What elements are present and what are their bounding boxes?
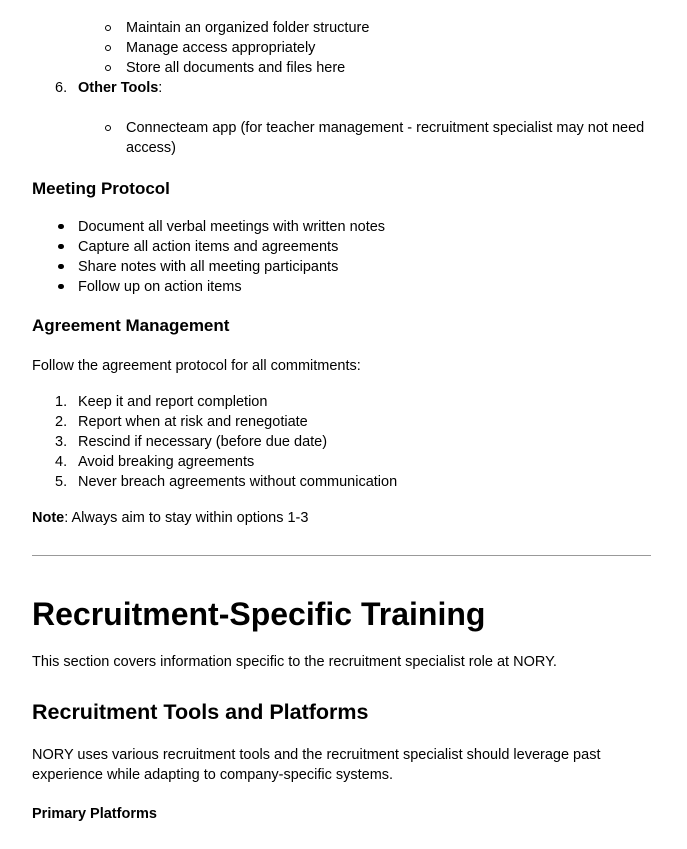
list-item-text: Maintain an organized folder structure — [126, 20, 370, 36]
tools-paragraph: NORY uses various recruitment tools and the recruitment specialist should leverage past experience while adapting to company-specific systems. — [32, 747, 601, 783]
list-item — [32, 412, 651, 432]
disc-bullet-icon — [58, 257, 78, 277]
circle-bullet-icon — [105, 118, 126, 138]
meeting-protocol-heading: Meeting Protocol — [32, 179, 170, 198]
disc-bullet-icon — [58, 217, 78, 237]
list-item — [32, 392, 651, 412]
list-item — [32, 432, 651, 452]
list-item — [32, 257, 651, 277]
list-item-text: Share notes with all meeting participants — [78, 259, 339, 275]
list-item-text: Follow up on action items — [78, 279, 242, 295]
list-item-text: Store all documents and files here — [126, 60, 346, 76]
agreement-steps-list — [32, 392, 651, 492]
list-item — [32, 38, 651, 58]
recruitment-training-title: Recruitment-Specific Training — [32, 596, 486, 632]
label-suffix: : — [158, 80, 163, 96]
list-item — [32, 472, 651, 492]
list-number: 3. — [55, 434, 68, 450]
list-number: 4. — [55, 454, 68, 470]
list-item-text: Avoid breaking agreements — [78, 454, 255, 470]
note-paragraph — [32, 508, 651, 528]
drive-guidelines-list — [32, 18, 651, 78]
numbered-item-other-tools — [32, 78, 651, 98]
list-item-text: Rescind if necessary (before due date) — [78, 434, 328, 450]
list-item-text: Capture all action items and agreements — [78, 239, 339, 255]
section-intro-paragraph: This section covers information specific to the recruitment specialist role at NORY. — [32, 654, 557, 670]
note-label: Note — [32, 510, 65, 526]
list-item — [32, 18, 651, 38]
section-divider — [32, 555, 651, 556]
list-item-text: Never breach agreements without communication — [78, 474, 398, 490]
list-item — [32, 58, 651, 78]
circle-bullet-icon — [105, 38, 126, 58]
list-item — [32, 277, 651, 297]
list-number: 6. — [55, 80, 68, 96]
agreement-intro-paragraph: Follow the agreement protocol for all commitments: — [32, 358, 361, 374]
list-item — [32, 217, 651, 237]
list-item-text: Keep it and report completion — [78, 394, 268, 410]
list-item-text: Manage access appropriately — [126, 40, 316, 56]
list-number: 5. — [55, 474, 68, 490]
other-tools-sub-list — [32, 118, 651, 158]
circle-bullet-icon — [105, 58, 126, 78]
circle-bullet-icon — [105, 18, 126, 38]
agreement-management-heading: Agreement Management — [32, 316, 230, 335]
list-item-text — [78, 78, 651, 98]
disc-bullet-icon — [58, 237, 78, 257]
list-item-text: Connecteam app (for teacher management - recruitment specialist may not need access) — [126, 120, 645, 156]
note-text: : Always aim to stay within options 1-3 — [64, 510, 309, 526]
list-item — [32, 118, 651, 158]
list-number: 2. — [55, 414, 68, 430]
list-item-text: Document all verbal meetings with written notes — [78, 219, 386, 235]
primary-platforms-heading: Primary Platforms — [32, 806, 157, 822]
list-item — [32, 452, 651, 472]
meeting-protocol-list — [32, 217, 651, 297]
list-number: 1. — [55, 394, 68, 410]
tools-platforms-heading: Recruitment Tools and Platforms — [32, 700, 369, 724]
disc-bullet-icon — [58, 277, 78, 297]
list-item — [32, 237, 651, 257]
list-item-text: Report when at risk and renegotiate — [78, 414, 308, 430]
bold-label: Other Tools — [78, 80, 159, 96]
